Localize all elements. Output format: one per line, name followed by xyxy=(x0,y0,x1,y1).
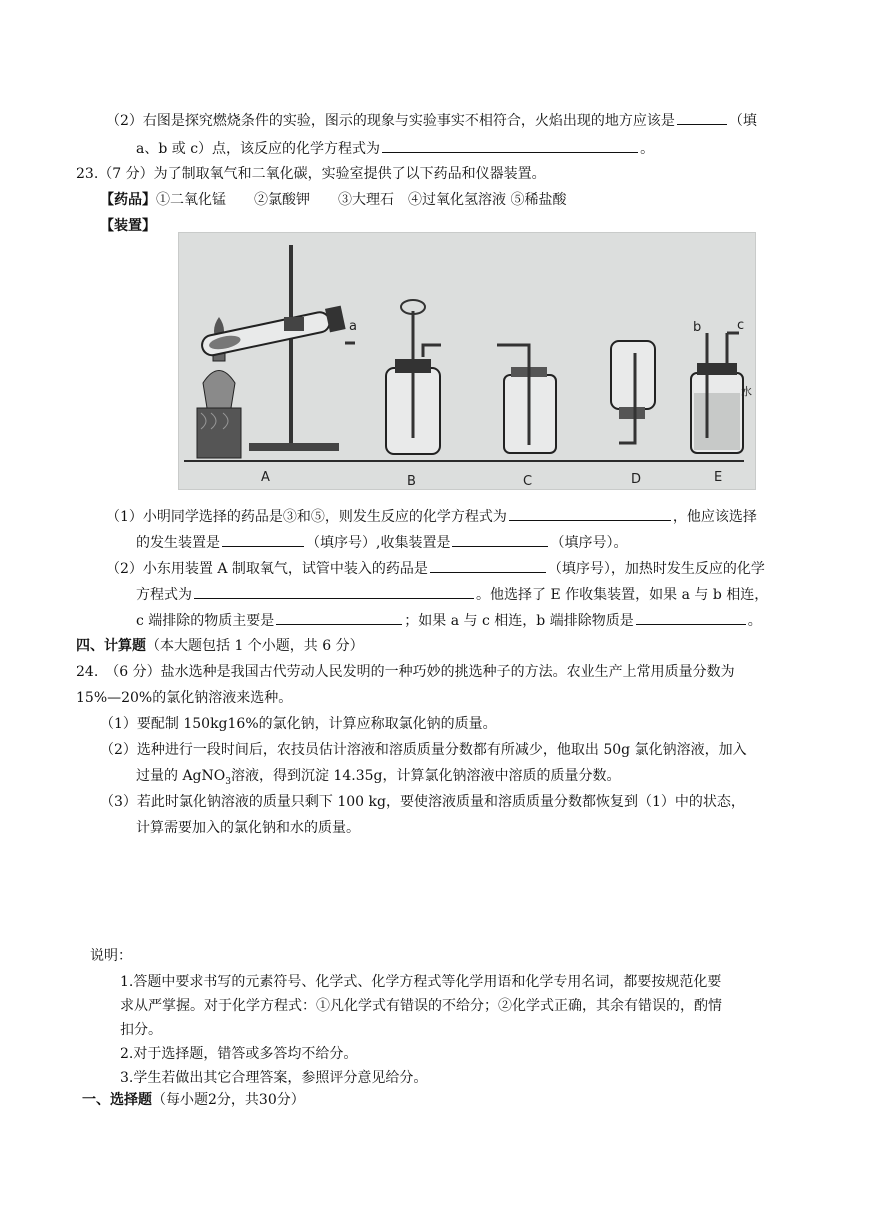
label-e: E xyxy=(714,470,723,485)
q24-part3-line2: 计算需要加入的氯化钠和水的质量。 xyxy=(136,820,360,836)
note-2: 2.对于选择题，错答或多答均不给分。 xyxy=(120,1046,358,1062)
answer-blank[interactable] xyxy=(382,138,638,153)
section1-heading xyxy=(82,1090,305,1110)
answer-blank[interactable] xyxy=(430,558,546,573)
q23-part2-line1: （2）小东用装置 A 制取氧气，试管中装入的药品是 （填序号），加热时发生反应的化学 xyxy=(106,558,765,579)
q22-part2-text: （2）右图是探究燃烧条件的实验，图示的现象与实验事实不相符合，火焰出现的地方应该是 xyxy=(106,113,675,129)
q23-part1-line2: 的发生装置是 （填序号）,收集装置是 （填序号）。 xyxy=(136,532,627,553)
apparatus-c xyxy=(497,345,556,453)
q24-part2-line1: （2）选种进行一段时间后，农技员估计溶液和溶质质量分数都有所减少，他取出 50g 氯化钠溶液，加入 xyxy=(100,742,747,758)
answer-blank[interactable] xyxy=(509,506,671,521)
q24-part1: （1）要配制 150kg16%的氯化钠，计算应称取氯化钠的质量。 xyxy=(100,716,497,732)
answer-blank[interactable] xyxy=(194,584,474,599)
label-c: C xyxy=(523,474,533,489)
apparatus-a xyxy=(197,245,357,458)
q24-part2-line2: 过量的 AgNO$_3$溶液，得到沉淀 14.35g，计算氯化钠溶液中溶质的质量分数。 xyxy=(136,768,621,787)
mark-water: 水 xyxy=(741,385,752,398)
drugs-list: ①二氧化锰 ②氯酸钾 ③大理石 ④过氧化氢溶液 ⑤稀盐酸 xyxy=(156,192,567,208)
mark-c: c xyxy=(737,318,745,333)
apparatus-e xyxy=(691,318,752,453)
q23-drugs xyxy=(100,190,566,210)
q23-part1-line1: （1）小明同学选择的药品是③和⑤，则发生反应的化学方程式为 ，他应该选择 xyxy=(106,506,757,527)
q24-part3-line1: （3）若此时氯化钠溶液的质量只剩下 100 kg，要使溶液质量和溶质质量分数都恢复到（1）中的状态， xyxy=(100,794,745,810)
mark-b: b xyxy=(693,320,702,335)
q24-line2: 15%—20%的氯化钠溶液来选种。 xyxy=(76,690,293,706)
drugs-label: 【药品】 xyxy=(100,192,156,208)
q22-part2-line2: a、b 或 c）点，该反应的化学方程式为 。 xyxy=(136,138,654,159)
q23-part2-line3: c 端排除的物质主要是 ；如果 a 与 c 相连，b 端排除物质是 。 xyxy=(136,610,762,631)
mark-a: a xyxy=(349,319,357,334)
note-3: 3.学生若做出其它合理答案，参照评分意见给分。 xyxy=(120,1070,428,1086)
note-1-line1: 1.答题中要求书写的元素符号、化学式、化学方程式等化学用语和化学专用名词，都要按规范化要 xyxy=(120,974,722,990)
answer-blank[interactable] xyxy=(636,610,746,625)
apparatus-label: 【装置】 xyxy=(100,218,156,234)
label-d: D xyxy=(631,472,642,487)
section4-note: （本大题包括 1 个小题，共 6 分） xyxy=(146,638,364,654)
apparatus-figure xyxy=(178,232,756,490)
answer-blank[interactable] xyxy=(222,532,304,547)
note-1-line3: 扣分。 xyxy=(120,1022,162,1038)
section1-title: 一、选择题 xyxy=(82,1092,152,1108)
answer-blank[interactable] xyxy=(677,110,727,125)
answer-blank[interactable] xyxy=(452,532,548,547)
q24-line1: 24. （6 分）盐水选种是我国古代劳动人民发明的一种巧妙的挑选种子的方法。农业生产上常用质量分数为 xyxy=(76,664,735,680)
q23-intro: 23.（7 分）为了制取氧气和二氧化碳，实验室提供了以下药品和仪器装置。 xyxy=(76,166,546,182)
section4-heading xyxy=(76,636,364,656)
q22-part2-line1: （2）右图是探究燃烧条件的实验，图示的现象与实验事实不相符合，火焰出现的地方应该是 （填 xyxy=(106,110,757,131)
section1-note: （每小题2分，共30分） xyxy=(152,1092,305,1108)
answer-blank[interactable] xyxy=(276,610,402,625)
label-b: B xyxy=(407,474,416,489)
apparatus-d xyxy=(611,341,655,443)
note-1-line2: 求从严掌握。对于化学方程式：①凡化学式有错误的不给分；②化学式正确，其余有错误的，酌情 xyxy=(120,998,722,1014)
section4-title: 四、计算题 xyxy=(76,638,146,654)
label-a: A xyxy=(261,470,270,485)
notes-title: 说明： xyxy=(90,948,132,964)
q23-part2-line2: 方程式为 。他选择了 E 作收集装置，如果 a 与 b 相连， xyxy=(136,584,768,605)
apparatus-b xyxy=(386,300,441,454)
